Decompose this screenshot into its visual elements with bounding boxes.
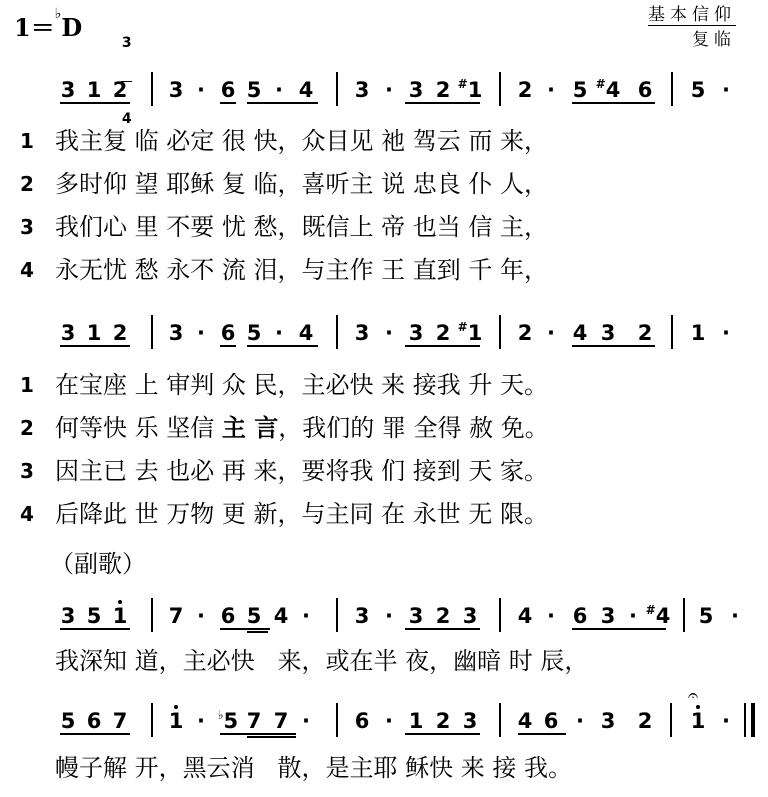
note-digit: 3 bbox=[60, 604, 76, 628]
note bbox=[113, 709, 128, 733]
note-digit: 1 bbox=[86, 321, 102, 345]
beam-underline bbox=[60, 628, 130, 630]
bar-line bbox=[499, 72, 501, 106]
final-barline-thin bbox=[744, 703, 746, 737]
note bbox=[463, 604, 478, 628]
bar-line bbox=[336, 315, 338, 349]
dot-extend bbox=[385, 321, 393, 345]
note-digit: 6 bbox=[543, 709, 559, 733]
note bbox=[638, 321, 653, 345]
note bbox=[691, 78, 706, 102]
note bbox=[169, 321, 184, 345]
dot-extend bbox=[722, 709, 730, 733]
note-digit: · bbox=[197, 78, 205, 102]
bar-line bbox=[336, 598, 338, 632]
note bbox=[596, 78, 621, 102]
note-digit: 2 bbox=[435, 78, 451, 102]
note bbox=[274, 709, 289, 733]
dot-extend bbox=[547, 604, 555, 628]
verse-number: 2 bbox=[20, 416, 34, 440]
time-signature: 3 4 bbox=[121, 35, 132, 127]
note bbox=[247, 709, 262, 733]
note-digit: 5 bbox=[246, 321, 262, 345]
note-digit: 7 bbox=[246, 709, 262, 733]
note-digit: · bbox=[275, 321, 283, 345]
note-digit: 1 bbox=[690, 709, 706, 733]
note-digit: · bbox=[385, 321, 393, 345]
note bbox=[458, 321, 483, 345]
note-digit: 5 bbox=[86, 604, 102, 628]
note bbox=[436, 709, 451, 733]
note-digit: 3 bbox=[408, 78, 424, 102]
note-digit: 6 bbox=[572, 604, 588, 628]
verse-lyric: 在宝座 上 审判 众 民，主必快 来 接我 升 天。 bbox=[55, 371, 549, 399]
note-digit: 1 bbox=[112, 604, 128, 628]
note-digit: 1 bbox=[467, 78, 483, 102]
note-digit: 6 bbox=[637, 78, 653, 102]
dot-extend bbox=[302, 604, 310, 628]
beam-underline bbox=[405, 733, 480, 735]
dot-extend bbox=[197, 604, 205, 628]
note bbox=[458, 78, 483, 102]
note bbox=[113, 321, 128, 345]
dot-extend bbox=[302, 709, 310, 733]
beam-underline bbox=[220, 733, 296, 735]
note bbox=[691, 709, 706, 733]
note bbox=[409, 321, 424, 345]
note bbox=[573, 78, 588, 102]
note-digit: · bbox=[731, 604, 739, 628]
sharp-icon: # bbox=[457, 320, 468, 334]
bar-line bbox=[336, 72, 338, 106]
verse-number: 1 bbox=[20, 129, 34, 153]
verse-lyric: 后降此 世 万物 更 新，与主同 在 永世 无 限。 bbox=[55, 500, 549, 528]
note-digit: 2 bbox=[435, 604, 451, 628]
note-digit: 5 bbox=[60, 709, 76, 733]
note bbox=[274, 604, 289, 628]
note-digit: · bbox=[385, 709, 393, 733]
final-barline-thick bbox=[751, 703, 755, 737]
note bbox=[299, 321, 314, 345]
note-digit: · bbox=[197, 709, 205, 733]
note bbox=[218, 709, 238, 733]
bar-line bbox=[151, 703, 153, 737]
note bbox=[113, 604, 128, 628]
note-digit: 3 bbox=[408, 321, 424, 345]
note bbox=[355, 604, 370, 628]
chorus-lyric-1: 我深知 道，主必快 来，或在半 夜，幽暗 时 辰， bbox=[55, 647, 589, 675]
dot-extend bbox=[275, 78, 283, 102]
beam-underline bbox=[572, 628, 666, 630]
note bbox=[518, 604, 533, 628]
hymn-title: 复临 bbox=[692, 30, 736, 50]
sharp-icon: # bbox=[457, 77, 468, 91]
note bbox=[299, 78, 314, 102]
note-digit: 4 bbox=[572, 321, 588, 345]
bar-line bbox=[151, 72, 153, 106]
beam-underline bbox=[405, 345, 480, 347]
note bbox=[601, 709, 616, 733]
note-digit: · bbox=[722, 709, 730, 733]
note bbox=[573, 604, 588, 628]
note-digit: · bbox=[197, 321, 205, 345]
note-digit: · bbox=[576, 709, 584, 733]
note-digit: 1 bbox=[86, 78, 102, 102]
bar-line bbox=[336, 703, 338, 737]
note-digit: 7 bbox=[168, 604, 184, 628]
note bbox=[638, 78, 653, 102]
note-digit: 4 bbox=[298, 321, 314, 345]
note bbox=[221, 604, 236, 628]
beam-underline bbox=[572, 345, 655, 347]
verse-lyric: 我主复 临 必定 很 快，众目见 祂 驾云 而 来， bbox=[55, 127, 549, 155]
note-digit: 2 bbox=[637, 321, 653, 345]
note-digit: 1 bbox=[408, 709, 424, 733]
note bbox=[573, 321, 588, 345]
note-digit: · bbox=[302, 709, 310, 733]
note-digit: 5 bbox=[246, 604, 262, 628]
dot-extend bbox=[731, 604, 739, 628]
bar-line bbox=[499, 703, 501, 737]
note bbox=[87, 604, 102, 628]
note bbox=[247, 604, 262, 628]
dot-extend bbox=[385, 604, 393, 628]
note-digit: 5 bbox=[572, 78, 588, 102]
note bbox=[544, 709, 559, 733]
verse-number: 1 bbox=[20, 373, 34, 397]
note bbox=[87, 709, 102, 733]
note-digit: · bbox=[722, 78, 730, 102]
note-digit: 2 bbox=[435, 321, 451, 345]
bar-line bbox=[151, 315, 153, 349]
note-digit: 3 bbox=[354, 321, 370, 345]
beam-underline bbox=[220, 345, 236, 347]
note-digit: 3 bbox=[354, 78, 370, 102]
note-digit: 6 bbox=[86, 709, 102, 733]
beam-underline bbox=[247, 631, 268, 633]
octave-dot bbox=[174, 705, 178, 709]
note-digit: 3 bbox=[600, 604, 616, 628]
beam-underline bbox=[220, 628, 270, 630]
dot-extend bbox=[275, 321, 283, 345]
verse-lyric: 因主已 去 也必 再 来，要将我 们 接到 天 家。 bbox=[55, 457, 549, 485]
note-digit: · bbox=[197, 604, 205, 628]
note bbox=[601, 604, 616, 628]
bar-line bbox=[683, 598, 685, 632]
note bbox=[518, 78, 533, 102]
bar-line bbox=[499, 315, 501, 349]
note-digit: 3 bbox=[408, 604, 424, 628]
bar-line bbox=[670, 703, 672, 737]
emphasized-lyric: 主 言 bbox=[221, 414, 279, 442]
note-digit: 3 bbox=[60, 78, 76, 102]
note bbox=[169, 78, 184, 102]
dot-extend bbox=[385, 78, 393, 102]
bar-line bbox=[151, 598, 153, 632]
beam-underline bbox=[60, 102, 130, 104]
hymn-category: 基本信仰 bbox=[648, 5, 736, 25]
note bbox=[61, 321, 76, 345]
sharp-icon: # bbox=[595, 77, 606, 91]
note-digit: 2 bbox=[112, 321, 128, 345]
note-digit: 7 bbox=[112, 709, 128, 733]
note-digit: 3 bbox=[168, 321, 184, 345]
beam-underline bbox=[518, 733, 566, 735]
note bbox=[601, 321, 616, 345]
note-digit: 4 bbox=[273, 604, 289, 628]
beam-underline bbox=[220, 102, 236, 104]
dot-extend bbox=[722, 78, 730, 102]
note-digit: · bbox=[547, 78, 555, 102]
note bbox=[247, 78, 262, 102]
note-digit: 3 bbox=[462, 709, 478, 733]
note bbox=[355, 321, 370, 345]
note-digit: · bbox=[722, 321, 730, 345]
dot-extend bbox=[722, 321, 730, 345]
note-digit: 5 bbox=[223, 709, 239, 733]
note bbox=[355, 78, 370, 102]
note-digit: 4 bbox=[298, 78, 314, 102]
note-digit: 3 bbox=[168, 78, 184, 102]
note-digit: 2 bbox=[517, 78, 533, 102]
note-digit: 4 bbox=[517, 604, 533, 628]
dot-extend bbox=[547, 321, 555, 345]
note-digit: · bbox=[385, 604, 393, 628]
note-digit: 1 bbox=[690, 321, 706, 345]
note-digit: · bbox=[385, 78, 393, 102]
note-digit: 2 bbox=[435, 709, 451, 733]
note bbox=[691, 321, 706, 345]
beam-underline bbox=[247, 345, 318, 347]
note-digit: 7 bbox=[273, 709, 289, 733]
note-digit: · bbox=[547, 321, 555, 345]
note bbox=[638, 709, 653, 733]
note bbox=[247, 321, 262, 345]
note bbox=[436, 321, 451, 345]
note-digit: 3 bbox=[60, 321, 76, 345]
beam-underline bbox=[572, 102, 655, 104]
beam-underline bbox=[405, 628, 480, 630]
flat-icon: ♭ bbox=[217, 708, 224, 722]
beam-underline bbox=[60, 345, 130, 347]
note-digit: 4 bbox=[605, 78, 621, 102]
note-digit: · bbox=[302, 604, 310, 628]
dot-extend bbox=[197, 709, 205, 733]
beam-underline bbox=[247, 102, 318, 104]
note-digit: 1 bbox=[168, 709, 184, 733]
verse-number: 2 bbox=[20, 172, 34, 196]
note-digit: 4 bbox=[517, 709, 533, 733]
note-digit: 6 bbox=[220, 604, 236, 628]
beam-underline bbox=[405, 102, 480, 104]
dot-extend bbox=[576, 709, 584, 733]
bar-line bbox=[499, 598, 501, 632]
note bbox=[87, 78, 102, 102]
dot-extend bbox=[547, 78, 555, 102]
note bbox=[699, 604, 714, 628]
chorus-label: （副歌） bbox=[50, 550, 146, 578]
verse-number: 4 bbox=[20, 258, 34, 282]
note bbox=[518, 709, 533, 733]
note-digit: 3 bbox=[600, 321, 616, 345]
note-digit: · bbox=[629, 604, 637, 628]
note-digit: 3 bbox=[354, 604, 370, 628]
verse-lyric: 永无忧 愁 永不 流 泪，与主作 王 直到 千 年， bbox=[55, 256, 549, 284]
verse-number: 3 bbox=[20, 215, 34, 239]
note bbox=[646, 604, 671, 628]
note-digit: · bbox=[547, 604, 555, 628]
note-digit: 6 bbox=[354, 709, 370, 733]
note bbox=[518, 321, 533, 345]
note-digit: 3 bbox=[462, 604, 478, 628]
note bbox=[409, 78, 424, 102]
note-digit: 2 bbox=[517, 321, 533, 345]
note-digit: 5 bbox=[246, 78, 262, 102]
note-digit: 6 bbox=[220, 78, 236, 102]
verse-lyric: 我们心 里 不要 忧 愁，既信上 帝 也当 信 主， bbox=[55, 213, 549, 241]
note bbox=[436, 78, 451, 102]
chorus-lyric-2: 幔子解 开，黑云消 散，是主耶 稣快 来 接 我。 bbox=[55, 754, 573, 782]
verse-number: 3 bbox=[20, 459, 34, 483]
verse-lyric: 何等快 乐 坚信 主 言，我们的 罪 全得 赦 免。 bbox=[55, 414, 549, 442]
octave-dot bbox=[118, 600, 122, 604]
note-digit: 6 bbox=[220, 321, 236, 345]
note bbox=[463, 709, 478, 733]
note bbox=[87, 321, 102, 345]
note bbox=[409, 604, 424, 628]
note bbox=[221, 321, 236, 345]
bar-line bbox=[671, 315, 673, 349]
note bbox=[169, 604, 184, 628]
note-digit: 2 bbox=[637, 709, 653, 733]
note-digit: · bbox=[275, 78, 283, 102]
beam-underline bbox=[60, 733, 130, 735]
note-digit: 5 bbox=[690, 78, 706, 102]
note-digit: 1 bbox=[467, 321, 483, 345]
note bbox=[61, 709, 76, 733]
note bbox=[61, 604, 76, 628]
note bbox=[61, 78, 76, 102]
note bbox=[169, 709, 184, 733]
verse-number: 4 bbox=[20, 502, 34, 526]
bar-line bbox=[671, 72, 673, 106]
key-signature: 1＝♭D bbox=[14, 6, 83, 42]
verse-lyric: 多时仰 望 耶稣 复 临，喜听主 说 忠良 仆 人， bbox=[55, 170, 549, 198]
dot-extend bbox=[197, 78, 205, 102]
note bbox=[436, 604, 451, 628]
note-digit: 4 bbox=[655, 604, 671, 628]
note-digit: 2 bbox=[112, 78, 128, 102]
note bbox=[221, 78, 236, 102]
dot-extend bbox=[197, 321, 205, 345]
note bbox=[113, 78, 128, 102]
note-digit: 3 bbox=[600, 709, 616, 733]
beam-underline bbox=[247, 736, 296, 738]
dot-extend bbox=[385, 709, 393, 733]
note bbox=[409, 709, 424, 733]
sharp-icon: # bbox=[645, 603, 656, 617]
note-digit: 5 bbox=[698, 604, 714, 628]
dot-extend bbox=[629, 604, 637, 628]
fermata-icon: 𝄐 bbox=[688, 685, 699, 706]
note bbox=[355, 709, 370, 733]
